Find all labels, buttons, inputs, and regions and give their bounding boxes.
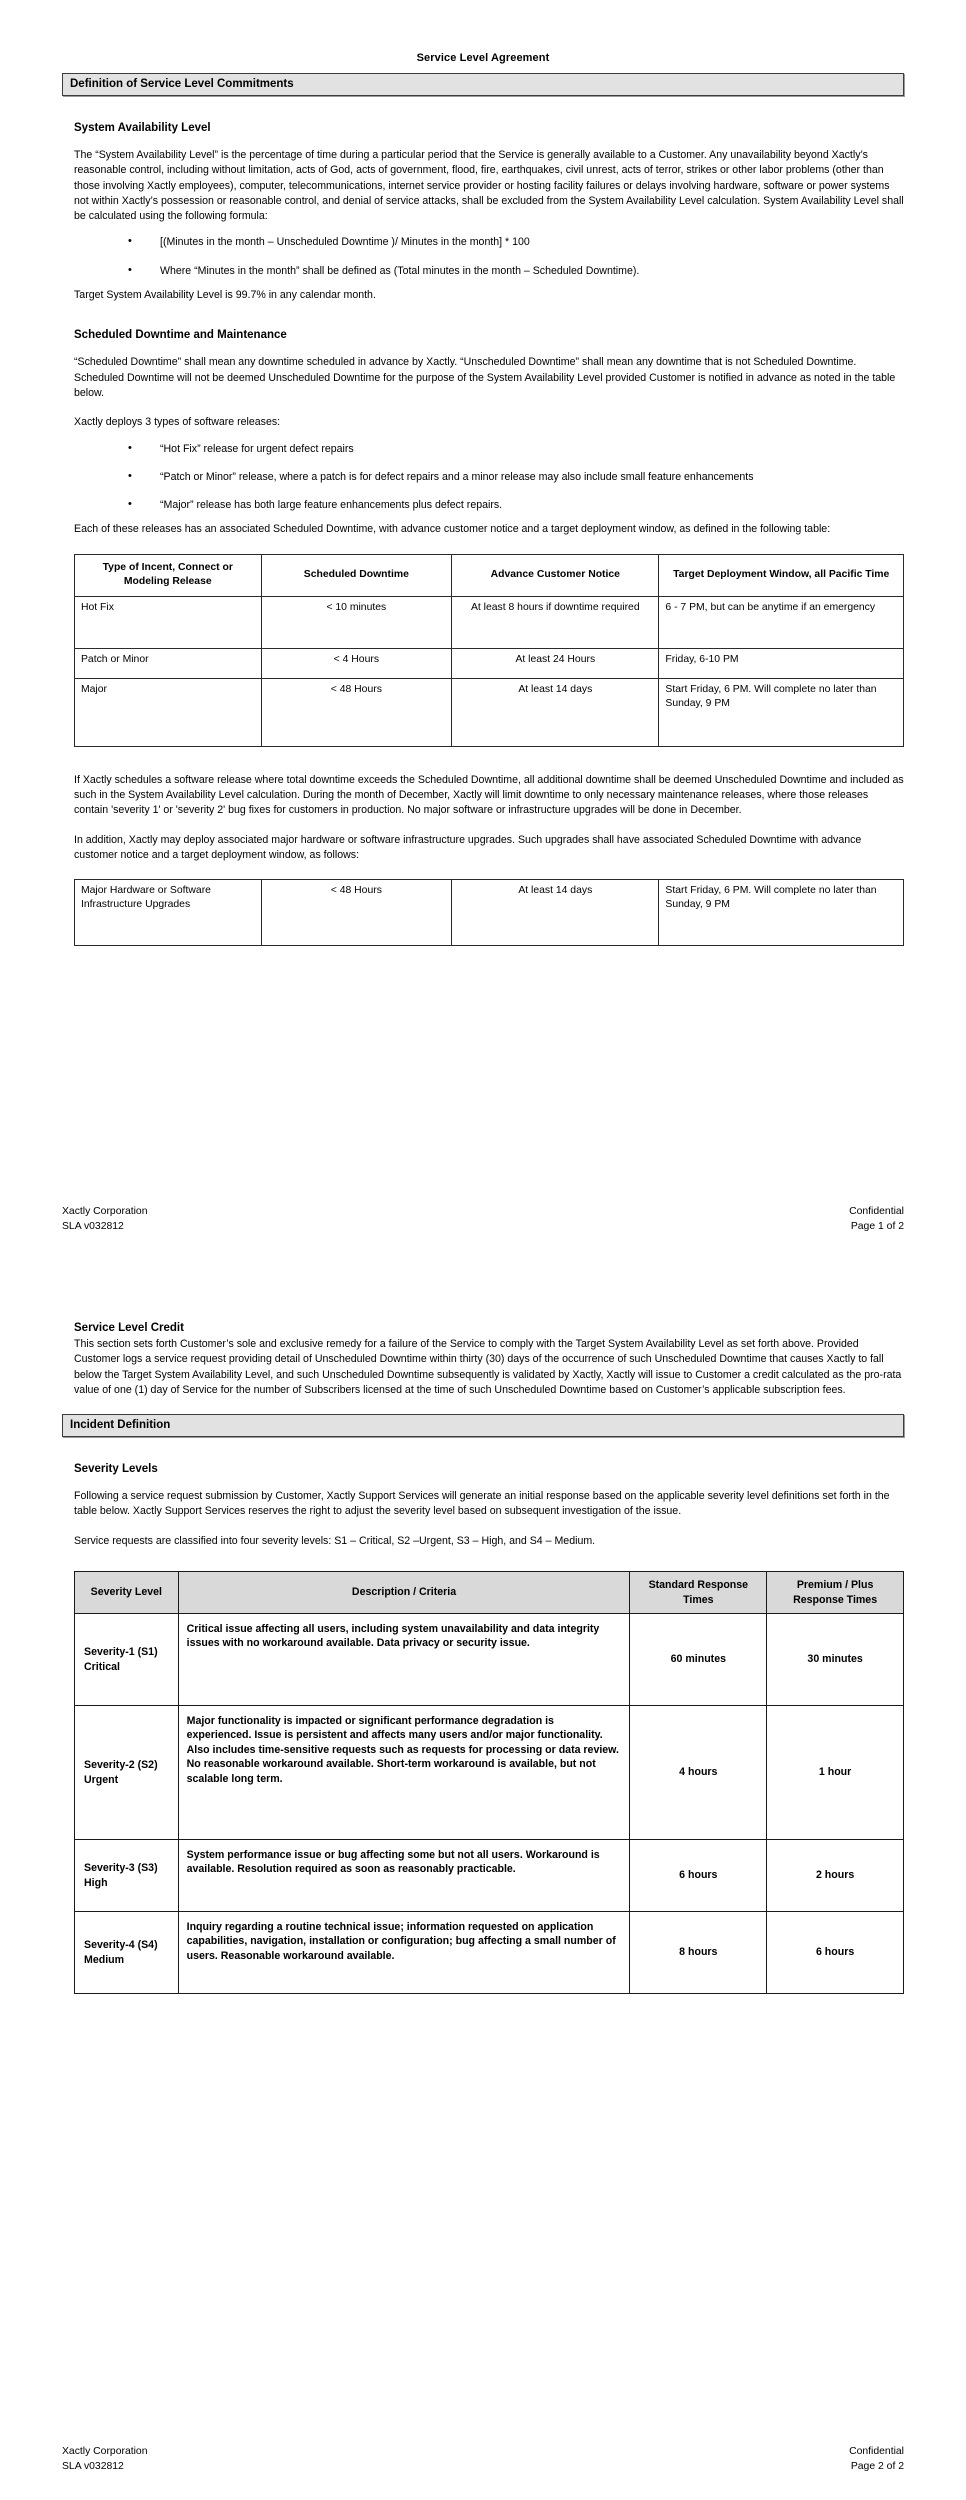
footer-page-number: Page 1 of 2 [850, 1221, 904, 1232]
list-item: • “Patch or Minor” release, where a patch is for defect repairs and a minor release may also include small feature enhancements [126, 470, 904, 485]
section-header-definition: Definition of Service Level Commitments [62, 73, 904, 96]
cell-advance-notice: At least 14 days [452, 880, 659, 946]
column-header-advance-notice: Advance Customer Notice [452, 554, 659, 596]
cell-release-type: Patch or Minor [75, 648, 262, 678]
paragraph-severity-intro: Following a service request submission by Customer, Xactly Support Services will generate an initial response based on the applicable severity level definitions set forth in the table below. Xactly Support Services reserves the right to adjust the severity level based on subsequent investigation of the issue. [74, 1490, 890, 1518]
cell-advance-notice: At least 8 hours if downtime required [452, 596, 659, 648]
cell-scheduled-downtime: < 4 Hours [261, 648, 452, 678]
cell-severity-description: Major functionality is impacted or significant performance degradation is experienced. Issue is persistent and affects many users and/or major functionality. Also includes time-sensitive requests such as requests for processing or data review. No reasonable workaround available. Short-term workaround is available, but not scalable long term. [178, 1706, 630, 1840]
severity-level-table [74, 1571, 904, 1994]
page2-severity-content [62, 1463, 904, 1994]
heading-system-availability-level: System Availability Level [74, 122, 211, 134]
column-header-deployment-window: Target Deployment Window, all Pacific Time [659, 554, 904, 596]
table-row [75, 1614, 904, 1706]
document-page-2 [0, 1260, 966, 2500]
cell-release-type: Hot Fix [75, 596, 262, 648]
cell-standard-response-time: 60 minutes [630, 1614, 767, 1706]
paragraph-target-availability: Target System Availability Level is 99.7% in any calendar month. [74, 289, 376, 302]
page1-content [62, 122, 904, 946]
list-item: • “Major” release has both large feature enhancements plus defect repairs. [126, 498, 904, 513]
paragraph-scheduled-downtime: “Scheduled Downtime” shall mean any downtime scheduled in advance by Xactly. “Unscheduled Downtime” shall mean any downtime that is not Scheduled Downtime. Scheduled Downtime will not be deemed Unscheduled Downtime for the purpose of the System Availability Level provided Customer is notified in advance as noted in the table below. [74, 356, 896, 399]
paragraph-severity-classes: Service requests are classified into four severity levels: S1 – Critical, S2 –Urgent, S3 – High, and S4 – Medium. [74, 1534, 596, 1547]
list-item: • [(Minutes in the month – Unscheduled Downtime )/ Minutes in the month] * 100 [126, 235, 904, 250]
table-row [75, 880, 904, 946]
table-row [75, 678, 904, 746]
cell-upgrade-type: Major Hardware or Software Infrastructure Upgrades [75, 880, 262, 946]
formula-bullet-list [74, 235, 904, 279]
cell-premium-response-time: 6 hours [767, 1912, 904, 1994]
table-row [75, 1706, 904, 1840]
table-header-row [75, 1572, 904, 1614]
table-header-row [75, 554, 904, 596]
paragraph-release-table-intro: Each of these releases has an associated Scheduled Downtime, with advance customer notice and a target deployment window, as defined in the following table: [74, 523, 831, 536]
heading-severity-levels: Severity Levels [74, 1463, 158, 1476]
cell-severity-level: Severity-3 (S3) High [75, 1840, 179, 1912]
cell-deployment-window: Start Friday, 6 PM. Will complete no later than Sunday, 9 PM [659, 880, 904, 946]
paragraph-system-availability: The “System Availability Level” is the percentage of time during a particular period that the Service is generally available to a Customer. Any unavailability beyond Xactly’s reasonable control, including without limitation, acts of God, acts of government, flood, fire, earthquakes, civil unrest, acts of terror, strikes or other labor problems (other than those involving Xactly employees), computer, telecommunications, internet service provider or hosting facility failures or delays involving hardware, software or power systems not within Xactly’s possession or reasonable control, and denial of service attacks, shall be excluded from the System Availability Level calculation. System Availability Level shall be calculated using the following formula: [74, 149, 904, 223]
cell-advance-notice: At least 14 days [452, 678, 659, 746]
paragraph-service-level-credit: This section sets forth Customer’s sole and exclusive remedy for a failure of the Service to comply with the Target System Availability Level as set forth above. Provided Customer logs a service request providing detail of Unscheduled Downtime within thirty (30) days of the occurrence of such Unscheduled Downtime that causes Xactly to fall below the Target System Availability Level, and such Unscheduled Downtime subsequently is validated by Xactly, Xactly will issue to Customer a credit calculated as the pro-rata value of one (1) day of Service for the number of Subscribers licensed at the time of such Unscheduled Downtime based on Customer’s applicable subscription fees. [74, 1338, 902, 1396]
column-header-description-criteria: Description / Criteria [178, 1572, 630, 1614]
cell-severity-level: Severity-2 (S2) Urgent [75, 1706, 179, 1840]
heading-scheduled-downtime: Scheduled Downtime and Maintenance [74, 329, 287, 342]
column-header-standard-response: Standard Response Times [630, 1572, 767, 1614]
footer-document-version: SLA v032812 [62, 1221, 124, 1232]
page2-content [62, 1260, 904, 1398]
footer-confidentiality: Confidential [849, 2446, 904, 2457]
footer-left [62, 1204, 147, 1234]
list-item: • Where “Minutes in the month” shall be defined as (Total minutes in the month – Scheduled Downtime). [126, 264, 904, 279]
section-header-incident-definition: Incident Definition [62, 1414, 904, 1437]
column-header-premium-response: Premium / Plus Response Times [767, 1572, 904, 1614]
cell-premium-response-time: 1 hour [767, 1706, 904, 1840]
page-footer [62, 2444, 904, 2474]
cell-deployment-window: 6 - 7 PM, but can be anytime if an emergency [659, 596, 904, 648]
cell-scheduled-downtime: < 10 minutes [261, 596, 452, 648]
cell-premium-response-time: 30 minutes [767, 1614, 904, 1706]
paragraph-hardware-intro: In addition, Xactly may deploy associated major hardware or software infrastructure upgrades. Such upgrades shall have associated Scheduled Downtime with advance customer notice and a target deployment window, as follows: [74, 833, 862, 861]
release-type-bullet-list [74, 442, 904, 514]
column-header-scheduled-downtime: Scheduled Downtime [261, 554, 452, 596]
paragraph-downtime-exceeds: If Xactly schedules a software release where total downtime exceeds the Scheduled Downtime, all additional downtime shall be deemed Unscheduled Downtime and included as such in the System Availability Level calculation. During the month of December, Xactly will limit downtime to only necessary maintenance releases, where those releases contain 'severity 1' or 'severity 2' bug fixes for customers in production. No major software or infrastructure upgrades will be done in December. [74, 773, 904, 817]
page-title: Service Level Agreement [416, 52, 550, 64]
cell-scheduled-downtime: < 48 Hours [261, 678, 452, 746]
footer-company-name: Xactly Corporation [62, 1206, 148, 1217]
footer-company-name: Xactly Corporation [62, 2446, 148, 2457]
cell-severity-description: System performance issue or bug affecting some but not all users. Workaround is available. Resolution required as soon as reasonably practicable. [178, 1840, 630, 1912]
footer-page-number: Page 2 of 2 [850, 2461, 904, 2472]
footer-document-version: SLA v032812 [62, 2461, 124, 2472]
heading-service-level-credit: Service Level Credit [74, 1322, 184, 1334]
column-header-severity-level: Severity Level [75, 1572, 179, 1614]
table-row [75, 1912, 904, 1994]
footer-right [849, 2444, 904, 2474]
release-schedule-table [74, 554, 904, 747]
table-row [75, 648, 904, 678]
cell-severity-description: Critical issue affecting all users, including system unavailability and data integrity issues with no workaround available. Data privacy or security issue. [178, 1614, 630, 1706]
table-row [75, 1840, 904, 1912]
paragraph-releases-intro: Xactly deploys 3 types of software releases: [74, 416, 281, 429]
cell-standard-response-time: 4 hours [630, 1706, 767, 1840]
cell-standard-response-time: 6 hours [630, 1840, 767, 1912]
list-item: • “Hot Fix” release for urgent defect repairs [126, 442, 904, 457]
page-footer [62, 1204, 904, 1234]
cell-advance-notice: At least 24 Hours [452, 648, 659, 678]
footer-confidentiality: Confidential [849, 1206, 904, 1217]
cell-release-type: Major [75, 678, 262, 746]
cell-severity-level: Severity-4 (S4) Medium [75, 1912, 179, 1994]
cell-deployment-window: Start Friday, 6 PM. Will complete no later than Sunday, 9 PM [659, 678, 904, 746]
table-row [75, 596, 904, 648]
hardware-upgrade-table [74, 879, 904, 946]
cell-standard-response-time: 8 hours [630, 1912, 767, 1994]
cell-severity-level: Severity-1 (S1) Critical [75, 1614, 179, 1706]
cell-scheduled-downtime: < 48 Hours [261, 880, 452, 946]
cell-severity-description: Inquiry regarding a routine technical issue; information requested on application capabilities, navigation, installation or configuration; bug affecting a small number of users. Reasonable workaround available. [178, 1912, 630, 1994]
footer-left [62, 2444, 147, 2474]
cell-deployment-window: Friday, 6-10 PM [659, 648, 904, 678]
cell-premium-response-time: 2 hours [767, 1840, 904, 1912]
column-header-release-type: Type of Incent, Connect or Modeling Release [75, 554, 262, 596]
footer-right [849, 1204, 904, 1234]
